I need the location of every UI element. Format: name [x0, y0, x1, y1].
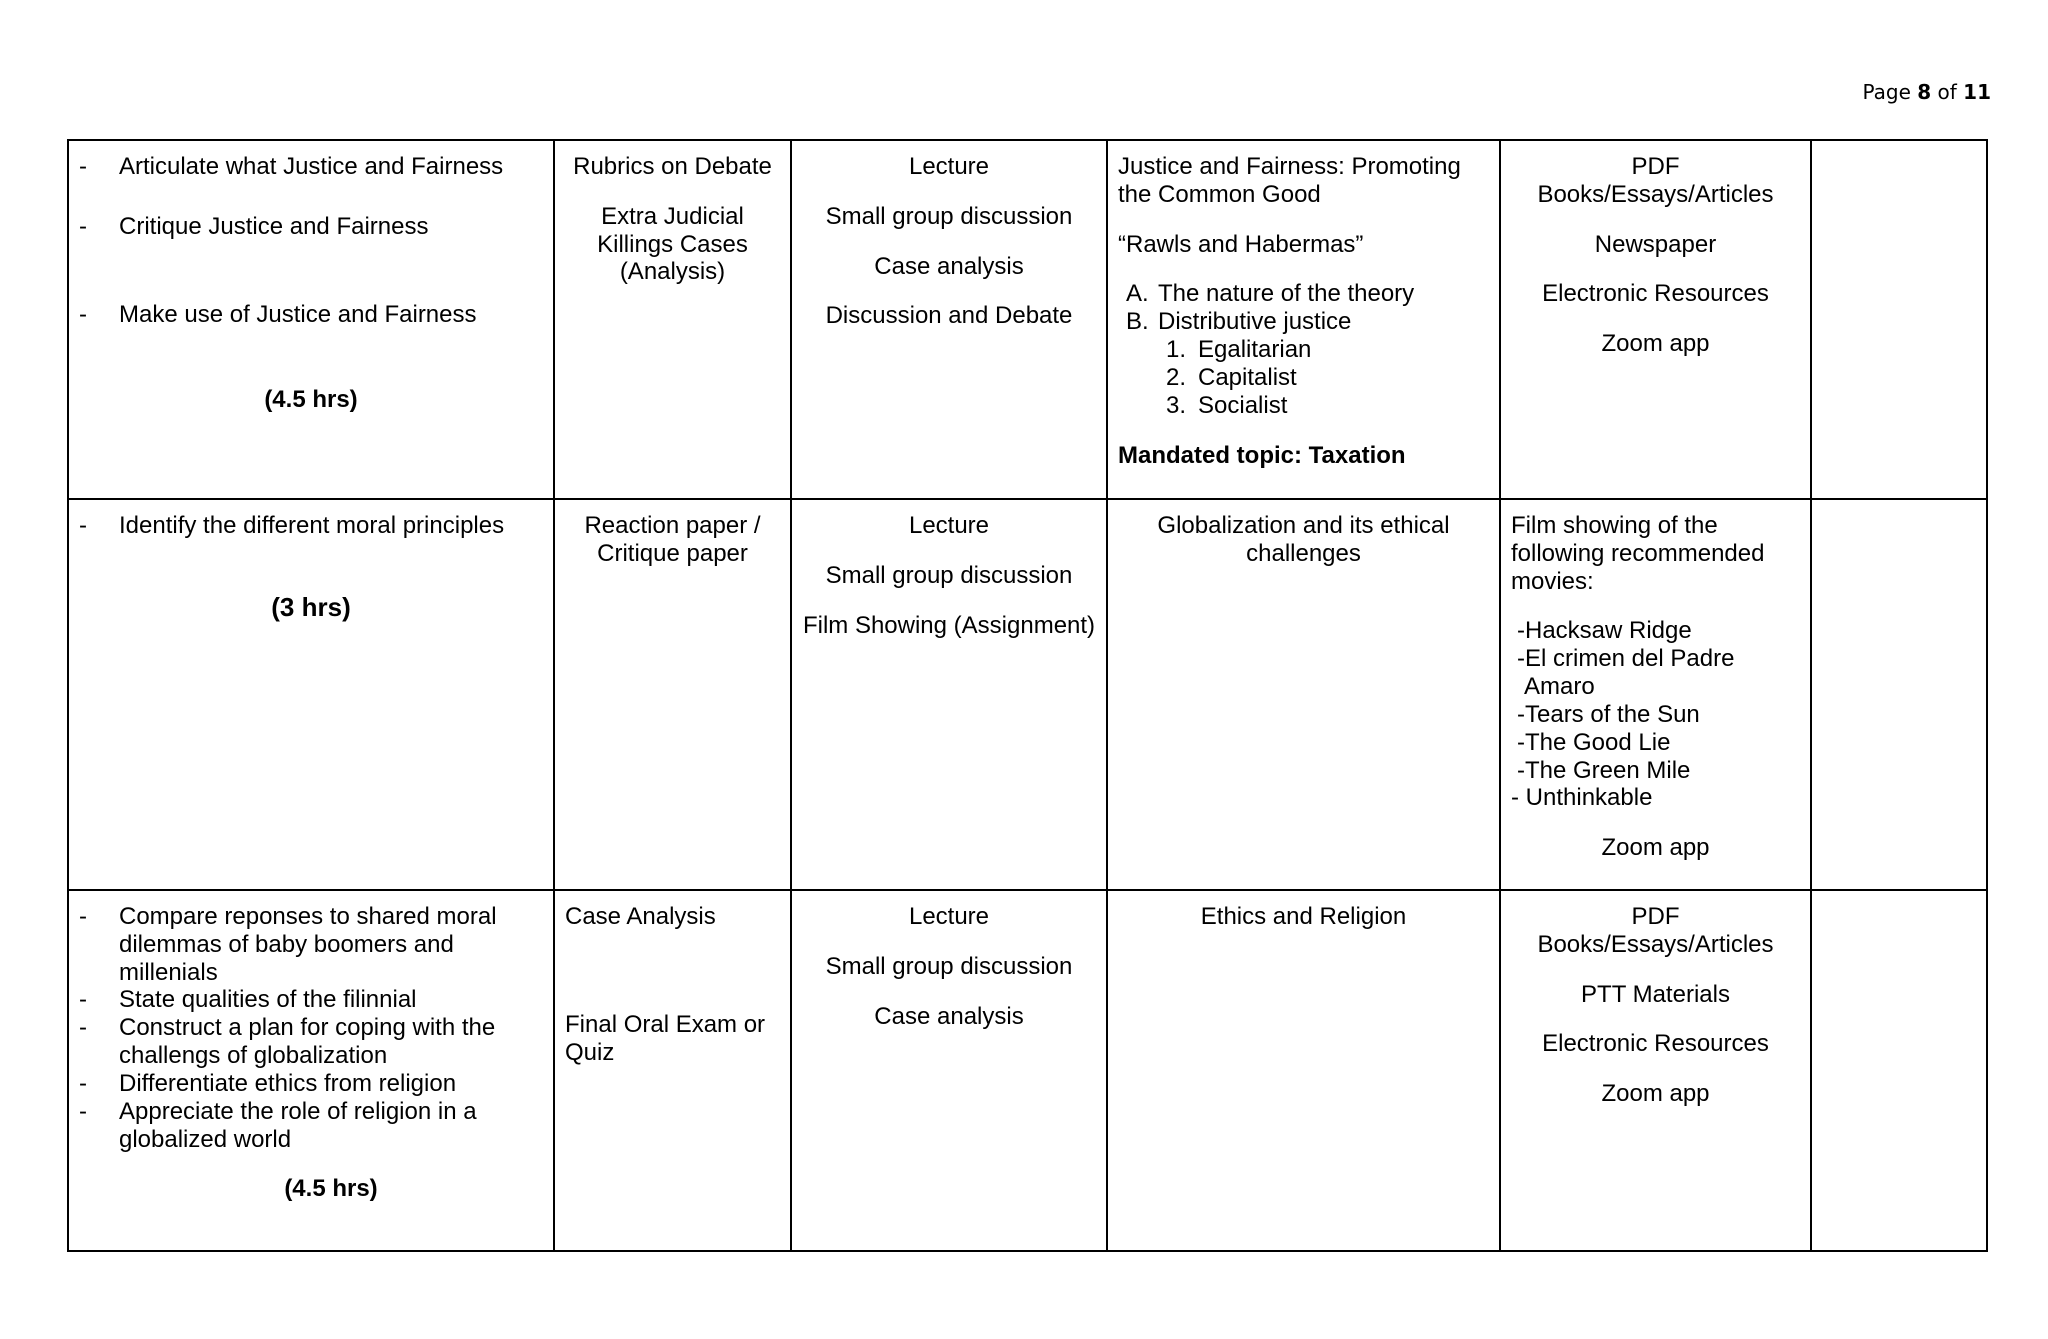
- hours-label: (4.5 hrs): [284, 1175, 378, 1203]
- empty-cell: [1811, 499, 1987, 890]
- page-number: Page 8 of 11: [1862, 80, 1991, 104]
- resource-item: Newspaper: [1594, 230, 1717, 258]
- learning-outcomes-cell: [68, 499, 554, 890]
- hours-label: (4.5 hrs): [264, 386, 358, 414]
- activity-item: Lecture: [908, 512, 990, 539]
- resource-item: Zoom app: [1601, 1080, 1710, 1108]
- resource-item: Zoom app: [1601, 834, 1710, 862]
- outcome-item: - Make use of Justice and Fairness: [79, 300, 477, 328]
- activity-item: Small group discussion: [825, 952, 1073, 980]
- assessment-item: Extra Judicial Killings Cases (Analysis): [597, 202, 748, 286]
- topic-sublist: [1118, 336, 1489, 419]
- assessment-cell: [554, 890, 791, 1251]
- outcome-item: - Appreciate the role of religion in a globalized world: [79, 1097, 477, 1153]
- activity-item: Discussion and Debate: [825, 302, 1073, 330]
- topic-cell: [1107, 890, 1500, 1251]
- outcome-item: - Compare reponses to shared moral dilemmas of baby boomers and millenials: [79, 903, 497, 986]
- activities-cell: [791, 890, 1107, 1251]
- outcome-item: - Articulate what Justice and Fairness: [79, 153, 504, 180]
- assessment-item: Rubrics on Debate: [573, 153, 772, 180]
- assessment-item: Case Analysis: [565, 903, 716, 930]
- topic-title: Globalization and its ethical challenges: [1157, 512, 1450, 567]
- topic-list: [1118, 280, 1489, 336]
- learning-outcomes-cell: [68, 890, 554, 1251]
- list-item: 3. Socialist: [1166, 391, 1288, 419]
- topic-title: Ethics and Religion: [1200, 903, 1407, 930]
- activities-cell: [791, 499, 1107, 890]
- assessment-cell: [554, 140, 791, 499]
- mandated-topic: Mandated topic: Taxation: [1118, 441, 1406, 469]
- activity-item: Lecture: [908, 153, 990, 180]
- resource-item: Zoom app: [1601, 330, 1710, 358]
- resource-item: Electronic Resources: [1542, 1030, 1769, 1058]
- table-row: [68, 140, 1987, 499]
- resources-cell: [1500, 140, 1811, 499]
- resource-item: PDF Books/Essays/Articles: [1537, 903, 1774, 958]
- table-row: [68, 499, 1987, 890]
- activity-item: Small group discussion: [825, 202, 1073, 230]
- hours-label: (3 hrs): [271, 591, 351, 622]
- outcome-item: - State qualities of the filinnial: [79, 986, 417, 1014]
- empty-cell: [1811, 140, 1987, 499]
- learning-outcomes-cell: [68, 140, 554, 499]
- list-item: B. Distributive justice: [1126, 308, 1352, 336]
- movie-item: - Unthinkable: [1511, 784, 1653, 812]
- assessment-item: Final Oral Exam or Quiz: [565, 1010, 766, 1066]
- movie-item: -Hacksaw Ridge: [1517, 617, 1692, 645]
- table-row: [68, 890, 1987, 1251]
- topic-subtitle: “Rawls and Habermas”: [1118, 230, 1364, 258]
- list-item: 1. Egalitarian: [1166, 336, 1312, 364]
- outcome-item: - Construct a plan for coping with the challengs of globalization: [79, 1014, 496, 1070]
- outcome-item: - Critique Justice and Fairness: [79, 212, 429, 240]
- topic-cell: [1107, 499, 1500, 890]
- movie-item: -El crimen del Padre: [1517, 645, 1735, 673]
- movie-item: Amaro: [1524, 673, 1595, 701]
- empty-cell: [1811, 890, 1987, 1251]
- movie-item: -The Green Mile: [1517, 756, 1691, 784]
- movie-item: -Tears of the Sun: [1517, 700, 1700, 728]
- outcome-item: - Identify the different moral principles: [79, 512, 505, 539]
- assessment-cell: [554, 499, 791, 890]
- syllabus-table: [67, 139, 1988, 1252]
- activity-item: Small group discussion: [825, 561, 1073, 589]
- resources-cell: [1500, 499, 1811, 890]
- resource-item: PTT Materials: [1581, 980, 1730, 1008]
- topic-title: Justice and Fairness: Promoting the Common Good: [1118, 153, 1461, 208]
- resource-item: PDF Books/Essays/Articles: [1537, 153, 1774, 208]
- activity-item: Case analysis: [874, 1002, 1024, 1030]
- movie-item: -The Good Lie: [1517, 728, 1671, 756]
- list-item: 2. Capitalist: [1166, 363, 1297, 391]
- topic-cell: [1107, 140, 1500, 499]
- list-item: A. The nature of the theory: [1126, 280, 1415, 308]
- film-intro: Film showing of the following recommended movies:: [1511, 512, 1765, 595]
- resource-item: Electronic Resources: [1542, 280, 1769, 308]
- activity-item: Case analysis: [874, 252, 1024, 280]
- outcome-item: - Differentiate ethics from religion: [79, 1069, 457, 1097]
- resources-cell: [1500, 890, 1811, 1251]
- assessment-item: Reaction paper / Critique paper: [584, 512, 761, 567]
- activity-item: Lecture: [908, 903, 990, 930]
- activities-cell: [791, 140, 1107, 499]
- activity-item: Film Showing (Assignment): [802, 611, 1096, 639]
